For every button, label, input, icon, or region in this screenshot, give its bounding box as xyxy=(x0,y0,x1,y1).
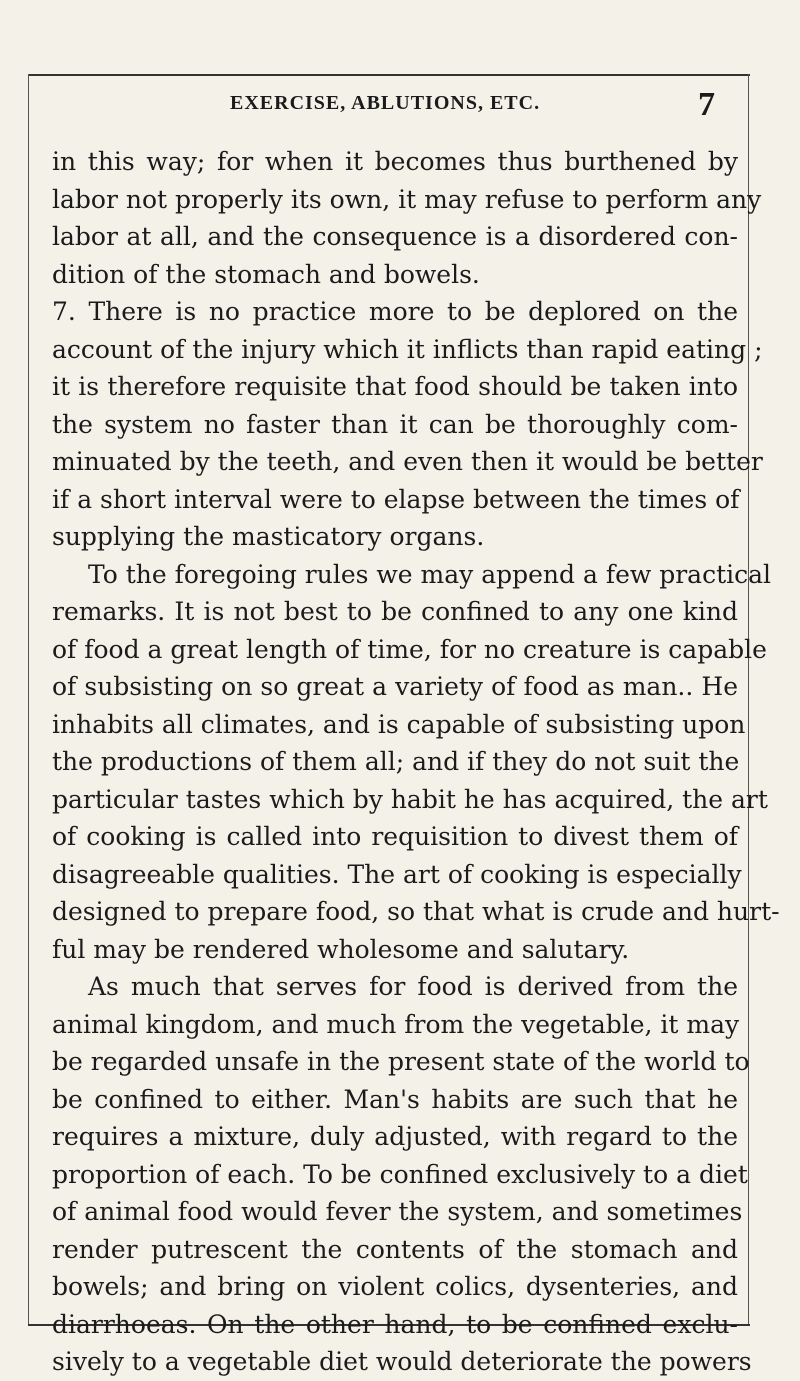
running-head: EXERCISE, ABLUTIONS, ETC. xyxy=(230,92,541,114)
text-line: inhabits all climates, and is capable of subsisting upon xyxy=(52,709,746,739)
page-border-top xyxy=(28,74,750,76)
text-line: it is therefore requisite that food should be taken into xyxy=(52,372,738,401)
page-border-left xyxy=(28,74,29,1326)
text-line: As much that serves for food is derived from the xyxy=(88,972,738,1001)
text-line: dition of the stomach and bowels. xyxy=(52,259,480,289)
text-line: animal kingdom, and much from the vegetable, it may xyxy=(52,1009,740,1039)
text-line: render putrescent the contents of the stomach and xyxy=(52,1234,738,1264)
text-line: the system no faster than it can be thoroughly com- xyxy=(52,409,738,439)
text-line: remarks. It is not best to be confined to any one kind xyxy=(52,597,738,626)
text-line: sively to a vegetable diet would deteriorate the powers xyxy=(52,1347,752,1376)
text-line: proportion of each. To be confined exclusively to a diet xyxy=(52,1159,748,1189)
text-line: To the foregoing rules we may append a few practical xyxy=(88,559,772,589)
text-line: diarrhoeas. On the other hand, to be confined exclu- xyxy=(52,1309,738,1339)
text-line: 7. There is no practice more to be deplored on the xyxy=(52,297,738,326)
text-line: be regarded unsafe in the present state of the world to xyxy=(52,1047,750,1076)
page-border-right xyxy=(748,74,749,1326)
text-line: requires a mixture, duly adjusted, with regard to the xyxy=(52,1122,738,1151)
text-line: designed to prepare food, so that what is crude and hurt- xyxy=(52,897,780,926)
text-line: in this way; for when it becomes thus burthened by xyxy=(52,147,738,176)
text-line: of subsisting on so great a variety of food as man.. He xyxy=(52,672,738,701)
text-line: labor not properly its own, it may refuse to perform any xyxy=(52,184,762,214)
text-line: supplying the masticatory organs. xyxy=(52,522,485,551)
text-line: disagreeable qualities. The art of cooking is especially xyxy=(52,859,742,889)
text-line: of cooking is called into requisition to divest them of xyxy=(52,822,738,851)
text-line: bowels; and bring on violent colics, dysenteries, and xyxy=(52,1272,738,1301)
text-line: the productions of them all; and if they do not suit the xyxy=(52,747,740,776)
page-number: 7 xyxy=(698,86,715,123)
text-line: if a short interval were to elapse between the times of xyxy=(52,484,740,514)
text-line: of animal food would fever the system, and sometimes xyxy=(52,1197,743,1226)
text-line: be confined to either. Man's habits are such that he xyxy=(52,1084,738,1114)
text-line: labor at all, and the consequence is a disordered con- xyxy=(52,222,738,251)
text-line: account of the injury which it inflicts than rapid eating ; xyxy=(52,334,763,364)
text-line: minuated by the teeth, and even then it would be better xyxy=(52,447,763,476)
text-line: of food a great length of time, for no creature is capable xyxy=(52,634,767,664)
text-line: particular tastes which by habit he has acquired, the art xyxy=(52,784,768,814)
text-line: ful may be rendered wholesome and salutary. xyxy=(52,934,630,964)
body-text xyxy=(52,143,780,1381)
